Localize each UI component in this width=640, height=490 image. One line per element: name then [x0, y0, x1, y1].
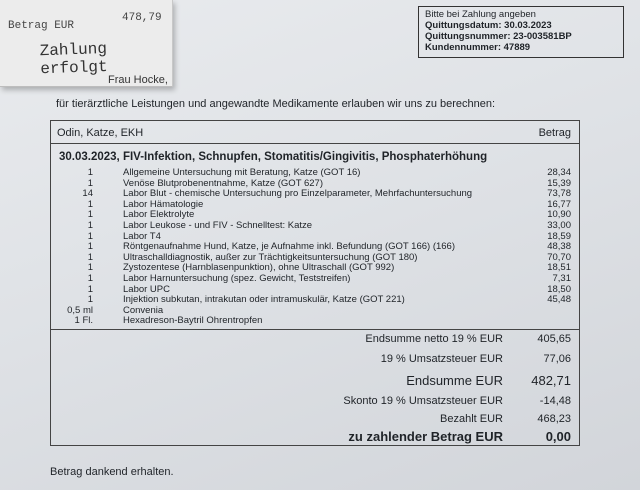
paid-label: Bezahlt EUR — [440, 413, 503, 425]
gross-total-value: 482,71 — [531, 373, 571, 388]
item-quantity: 0,5 ml — [67, 304, 93, 316]
item-description: Labor T4 — [123, 230, 161, 242]
salutation-fragment: Frau Hocke, — [108, 74, 168, 86]
item-quantity: 1 — [87, 177, 93, 189]
paid-row — [51, 411, 579, 427]
table-row — [51, 252, 579, 263]
item-description: Labor Elektrolyte — [123, 209, 195, 221]
payment-received-note: Betrag dankend erhalten. — [50, 466, 174, 478]
item-amount: 45,48 — [547, 294, 571, 306]
item-description: Labor Harnuntersuchung (spez. Gewicht, Teststreifen) — [123, 273, 351, 284]
table-row — [51, 273, 579, 284]
item-amount: 70,70 — [547, 251, 571, 263]
table-row — [51, 188, 579, 199]
item-description: Injektion subkutan, intrakutan oder intramuskulär, Katze (GOT 221) — [123, 294, 405, 306]
item-quantity: 1 — [87, 198, 93, 210]
amount-due-value: 0,00 — [545, 429, 571, 444]
vat-row — [51, 351, 579, 367]
item-description: Allgemeine Untersuchung mit Beratung, Katze (GOT 16) — [123, 167, 361, 178]
item-quantity: 1 — [87, 283, 93, 295]
treatment-date-line: 30.03.2023, FIV-Infektion, Schnupfen, Stomatitis/Gingivitis, Phosphaterhöhung — [59, 151, 488, 163]
intro-text: für tierärztliche Leistungen und angewandte Medikamente erlauben wir uns zu berechnen: — [56, 98, 496, 110]
vat-label: 19 % Umsatzsteuer EUR — [380, 353, 503, 365]
item-amount: 28,34 — [547, 167, 571, 178]
totals-divider — [51, 329, 579, 330]
amount-header: Betrag — [538, 127, 571, 139]
table-row — [51, 199, 579, 210]
receipt-date-line: Quittungsdatum: 30.03.2023 — [425, 20, 552, 31]
invoice-table — [50, 120, 580, 446]
table-row — [51, 262, 579, 273]
item-description: Zystozentese (Harnblasenpunktion), ohne Ultraschall (GOT 992) — [123, 262, 395, 274]
item-description: Labor UPC — [123, 283, 170, 295]
item-amount: 73,78 — [547, 188, 571, 200]
item-amount: 18,51 — [547, 262, 571, 274]
paid-value: 468,23 — [537, 413, 571, 425]
customer-number-line: Kundennummer: 47889 — [425, 42, 531, 53]
table-row — [51, 241, 579, 252]
skonto-row — [51, 393, 579, 409]
receipt-number-line: Quittungsnummer: 23-003581BP — [425, 31, 572, 42]
skonto-value: -14,48 — [539, 395, 571, 407]
net-total-row — [51, 331, 579, 347]
table-row — [51, 178, 579, 189]
item-quantity: 1 — [87, 294, 93, 306]
receipt-amount-label: Betrag EUR — [8, 20, 75, 32]
table-row — [51, 167, 579, 178]
vat-value: 77,06 — [543, 353, 571, 365]
item-quantity: 1 — [87, 273, 93, 284]
table-row — [51, 305, 579, 316]
item-quantity: 1 — [87, 230, 93, 242]
item-description: Hexadreson-Baytril Ohrentropfen — [123, 315, 263, 327]
amount-due-row — [51, 429, 579, 445]
table-row — [51, 294, 579, 305]
item-amount: 18,50 — [547, 283, 571, 295]
item-quantity: 1 — [87, 209, 93, 221]
item-description: Labor Hämatologie — [123, 198, 204, 210]
item-quantity: 1 — [87, 251, 93, 263]
table-row — [51, 284, 579, 295]
item-description: Labor Leukose - und FIV - Schnelltest: Katze — [123, 220, 313, 231]
item-amount: 15,39 — [547, 177, 571, 189]
item-quantity: 1 Fl. — [74, 315, 93, 327]
gross-total-label: Endsumme EUR — [406, 373, 503, 388]
patient-header: Odin, Katze, EKH — [57, 127, 144, 139]
table-row — [51, 231, 579, 242]
item-amount: 7,31 — [552, 273, 571, 284]
item-amount: 18,59 — [547, 230, 571, 242]
net-total-value: 405,65 — [537, 333, 571, 345]
item-amount: 16,77 — [547, 198, 571, 210]
payment-done-stamp: Zahlung erfolgt — [39, 39, 108, 79]
header-divider — [51, 143, 579, 144]
table-row — [51, 209, 579, 220]
item-quantity: 14 — [82, 188, 93, 200]
item-quantity: 1 — [87, 262, 93, 274]
table-row — [51, 220, 579, 231]
gross-total-row — [51, 373, 579, 389]
item-description: Convenia — [123, 304, 164, 316]
item-description: Labor Blut - chemische Untersuchung pro Einzelparameter, Mehrfachuntersuchung — [123, 188, 473, 200]
item-amount: 33,00 — [547, 220, 571, 231]
payment-reference-box — [418, 6, 624, 58]
item-amount: 48,38 — [547, 241, 571, 253]
item-quantity: 1 — [87, 241, 93, 253]
item-amount: 10,90 — [547, 209, 571, 221]
skonto-label: Skonto 19 % Umsatzsteuer EUR — [343, 395, 503, 407]
amount-due-label: zu zahlender Betrag EUR — [348, 429, 503, 444]
item-description: Venöse Blutprobenentnahme, Katze (GOT 627) — [123, 177, 323, 189]
net-total-label: Endsumme netto 19 % EUR — [365, 333, 503, 345]
table-row — [51, 315, 579, 326]
item-description: Ultraschalldiagnostik, außer zur Trächtigkeitsuntersuchung (GOT 180) — [123, 251, 418, 263]
item-quantity: 1 — [87, 220, 93, 231]
item-quantity: 1 — [87, 167, 93, 178]
item-description: Röntgenaufnahme Hund, Katze, je Aufnahme inkl. Befundung (GOT 166) (166) — [123, 241, 456, 253]
notice-line: Bitte bei Zahlung angeben — [425, 9, 536, 20]
receipt-amount-value: 478,79 — [122, 12, 162, 24]
